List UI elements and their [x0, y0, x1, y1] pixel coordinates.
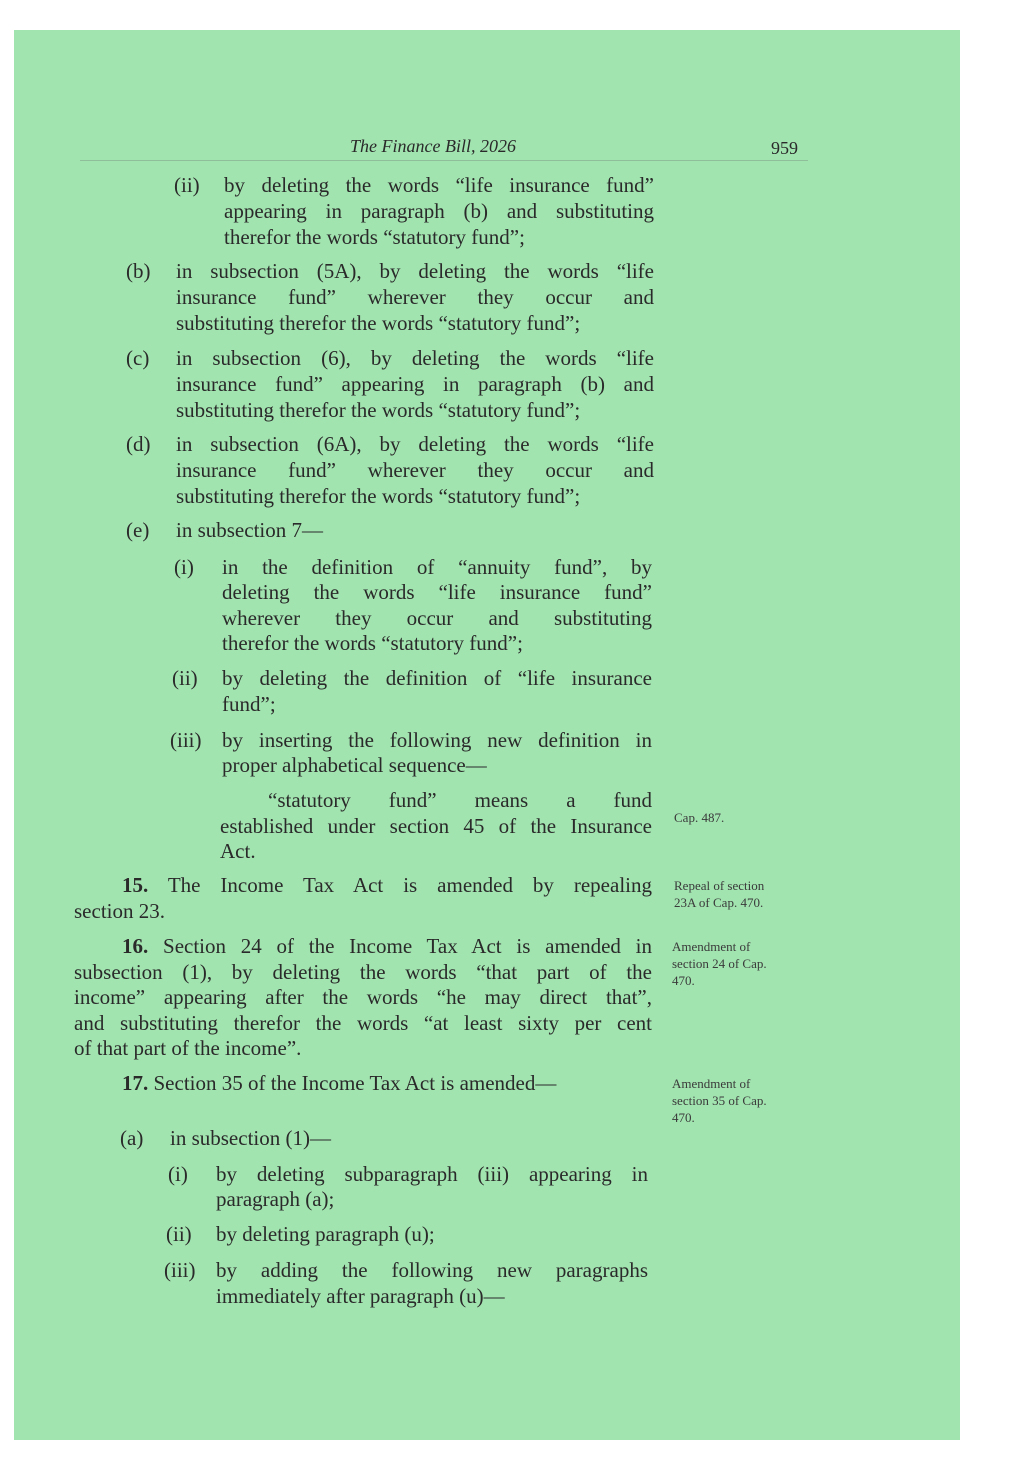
- item-label: (ii): [174, 173, 200, 197]
- margin-note-line: 470.: [672, 1110, 695, 1125]
- item-text-line: insurance fund” appearing in paragraph (b) and: [176, 372, 654, 396]
- item-text-line: paragraph (a);: [216, 1187, 335, 1211]
- item-text-line: substituting therefor the words “statutory fund”;: [176, 398, 581, 422]
- margin-note-line: section 24 of Cap.: [672, 956, 767, 971]
- item-text-line: in the definition of “annuity fund”, by: [222, 555, 652, 579]
- item-text-line: fund”;: [222, 692, 276, 716]
- page-number: 959: [771, 138, 798, 158]
- margin-note-cap-487: Cap. 487.: [674, 810, 725, 825]
- margin-note-line: 23A of Cap. 470.: [674, 895, 764, 910]
- item-text-line: in subsection (5A), by deleting the words “life: [176, 259, 654, 283]
- item-label: (i): [174, 555, 194, 579]
- margin-note-line: Repeal of section: [674, 878, 765, 893]
- definition-line: Act.: [220, 839, 256, 863]
- item-text-line: therefor the words “statutory fund”;: [224, 225, 525, 249]
- section-text: Section 24 of the Income Tax Act is amended in: [163, 934, 653, 958]
- item-text-line: by deleting the definition of “life insurance: [222, 666, 652, 690]
- margin-note-line: 470.: [672, 973, 695, 988]
- item-text-line: appearing in paragraph (b) and substituting: [224, 199, 654, 223]
- section-text: The Income Tax Act is amended by repealing: [167, 873, 652, 897]
- item-label: (ii): [172, 666, 198, 690]
- definition-line: “statutory fund” means a fund: [268, 788, 652, 812]
- item-label: (i): [168, 1162, 188, 1186]
- item-label: (d): [126, 432, 151, 456]
- section-15-line: [122, 873, 652, 899]
- item-label: (ii): [166, 1222, 192, 1246]
- margin-note-section-17: [672, 1075, 767, 1126]
- item-text-line: therefor the words “statutory fund”;: [222, 631, 523, 655]
- item-label: (iii): [164, 1258, 196, 1282]
- item-text-line: substituting therefor the words “statutory fund”;: [176, 484, 581, 508]
- section-text: Section 35 of the Income Tax Act is amended—: [153, 1071, 557, 1095]
- item-label: (b): [126, 259, 151, 283]
- margin-note-line: Amendment of: [672, 939, 751, 954]
- section-number: 15.: [122, 873, 149, 897]
- section-number: 16.: [122, 934, 149, 958]
- item-label: (a): [120, 1126, 144, 1150]
- section-number: 17.: [122, 1071, 149, 1095]
- item-text-line: in subsection (6), by deleting the words “life: [176, 346, 654, 370]
- item-text-line: insurance fund” wherever they occur and: [176, 285, 654, 309]
- margin-note-section-16: [672, 938, 767, 989]
- margin-note-section-15: [674, 877, 764, 911]
- bill-title: The Finance Bill, 2026: [350, 136, 516, 156]
- item-text-line: in subsection (1)—: [170, 1126, 331, 1150]
- section-16-line: [122, 934, 652, 960]
- item-text-line: deleting the words “life insurance fund”: [222, 580, 652, 604]
- item-text-line: in subsection 7—: [176, 518, 323, 542]
- section-15-line: section 23.: [74, 899, 165, 923]
- item-text-line: proper alphabetical sequence—: [222, 753, 487, 777]
- item-label: (e): [126, 518, 150, 542]
- section-17-line: [122, 1071, 556, 1097]
- item-text-line: by deleting subparagraph (iii) appearing in: [216, 1162, 648, 1186]
- item-text-line: by adding the following new paragraphs: [216, 1258, 648, 1282]
- item-text-line: by deleting the words “life insurance fund”: [224, 173, 654, 197]
- item-text-line: by deleting paragraph (u);: [216, 1222, 435, 1246]
- section-16-line: of that part of the income”.: [74, 1036, 302, 1060]
- item-label: (c): [126, 346, 150, 370]
- item-text-line: insurance fund” wherever they occur and: [176, 458, 654, 482]
- item-text-line: immediately after paragraph (u)—: [216, 1284, 505, 1308]
- item-text-line: substituting therefor the words “statutory fund”;: [176, 311, 581, 335]
- section-16-line: and substituting therefor the words “at least sixty per cent: [74, 1011, 652, 1035]
- definition-line: established under section 45 of the Insurance: [220, 814, 652, 838]
- item-label: (iii): [170, 728, 202, 752]
- running-header: [80, 130, 808, 161]
- margin-note-line: Amendment of: [672, 1076, 751, 1091]
- item-text-line: wherever they occur and substituting: [222, 606, 652, 630]
- margin-note-line: section 35 of Cap.: [672, 1093, 767, 1108]
- section-16-line: subsection (1), by deleting the words “that part of the: [74, 960, 652, 984]
- section-16-line: income” appearing after the words “he may direct that”,: [74, 985, 652, 1009]
- item-text-line: by inserting the following new definition in: [222, 728, 652, 752]
- item-text-line: in subsection (6A), by deleting the words “life: [176, 432, 654, 456]
